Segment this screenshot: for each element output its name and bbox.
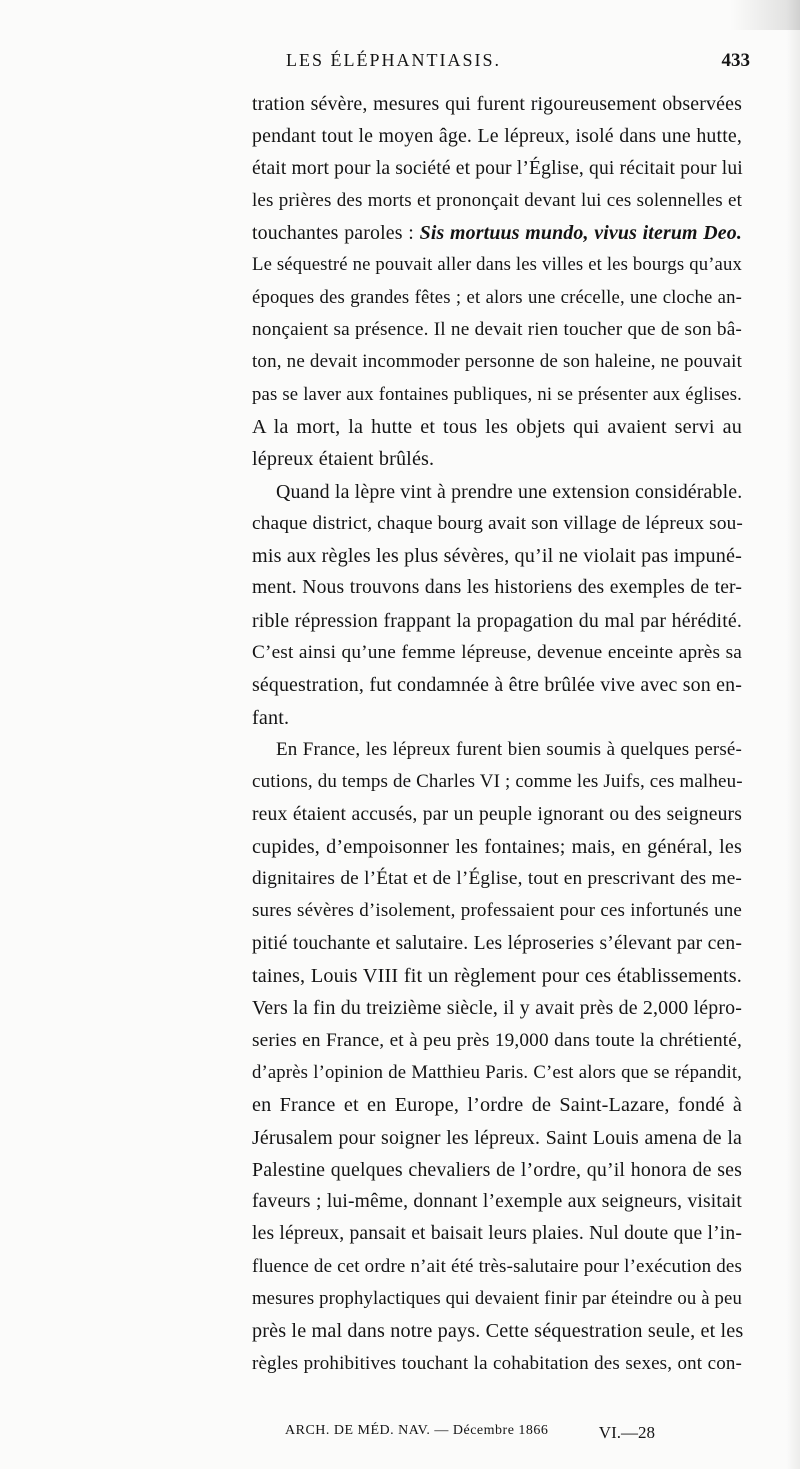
page-corner-shade — [730, 0, 800, 30]
text-line: fluence de cet ordre n’ait été très-salutaire pour l’exécution des — [252, 1255, 742, 1277]
text-line: reux étaient accusés, par un peuple ignorant ou des seigneurs — [252, 803, 742, 825]
text-line: cutions, du temps de Charles VI ; comme les Juifs, ces malheu- — [252, 771, 743, 793]
text-line: pitié touchante et salutaire. Les léproseries s’élevant par cen- — [252, 932, 742, 954]
footer-signature-mark: VI.—28 — [598, 1423, 655, 1442]
text-line: pas se laver aux fontaines publiques, ni se présenter aux églises. — [252, 383, 742, 405]
text-line: était mort pour la société et pour l’Église, qui récitait pour lui — [252, 157, 743, 179]
text-line: cupides, d’empoisonner les fontaines; mais, en général, les — [252, 835, 742, 858]
text-line: en France et en Europe, l’ordre de Saint-Lazare, fondé à — [252, 1094, 742, 1117]
text-line: d’après l’opinion de Matthieu Paris. C’est alors que se répandit, — [252, 1061, 742, 1083]
text-line: faveurs ; lui-même, donnant l’exemple aux seigneurs, visitait — [252, 1191, 742, 1213]
text-line: règles prohibitives touchant la cohabitation des sexes, ont con- — [252, 1352, 742, 1374]
text-line: près le mal dans notre pays. Cette séquestration seule, et les — [252, 1320, 744, 1343]
text-line: nonçaient sa présence. Il ne devait rien toucher que de son bâ- — [252, 319, 742, 341]
latin-phrase: Sis mortuus mundo, vivus iterum Deo. — [419, 222, 743, 245]
text-line: En France, les lépreux furent bien soumis à quelques persé- — [276, 738, 742, 760]
body-text — [252, 88, 742, 1380]
footer-journal-reference: ARCH. DE MÉD. NAV. — Décembre 1866 — [285, 1423, 549, 1438]
text-line: Vers la fin du treizième siècle, il y avait près de 2,000 lépro- — [252, 997, 742, 1020]
running-title: LES ÉLÉPHANTIASIS. — [286, 50, 501, 70]
text-line: Jérusalem pour soigner les lépreux. Saint Louis amena de la — [252, 1126, 742, 1149]
page-header — [250, 50, 750, 80]
text-line: chaque district, chaque bourg avait son village de lépreux sou- — [252, 512, 743, 534]
text-line: les lépreux, pansait et baisait leurs plaies. Nul doute que l’in- — [252, 1223, 742, 1245]
text-line: ment. Nous trouvons dans les historiens des exemples de ter- — [252, 577, 742, 599]
text-line: taines, Louis VIII fit un règlement pour ces établissements. — [252, 965, 742, 988]
text-line: C’est ainsi qu’une femme lépreuse, devenue enceinte après sa — [252, 642, 742, 664]
text-line: Palestine quelques chevaliers de l’ordre, qu’il honora de ses — [252, 1158, 742, 1181]
page-edge-shadow — [786, 0, 800, 1469]
text-line: Le séquestré ne pouvait aller dans les villes et les bourgs qu’aux — [252, 254, 742, 276]
text-line: lépreux étaient brûlés. — [252, 448, 435, 471]
text-line: touchantes paroles : Sis mortuus mundo, vivus iterum Deo. — [252, 222, 743, 245]
text-line: pendant tout le moyen âge. Le lépreux, isolé dans une hutte, — [252, 125, 742, 148]
text-line: A la mort, la hutte et tous les objets qui avaient servi au — [252, 415, 742, 438]
text-line: mis aux règles les plus sévères, qu’il ne violait pas impuné- — [252, 545, 742, 568]
text-line: séquestration, fut condamnée à être brûlée vive avec son en- — [252, 674, 742, 697]
text-line: mesures prophylactiques qui devaient finir par éteindre ou à peu — [252, 1287, 742, 1309]
page-footer — [285, 1423, 655, 1449]
text-line: les prières des morts et prononçait devant lui ces solennelles et — [252, 189, 742, 211]
text-line: rible répression frappant la propagation du mal par hérédité. — [252, 609, 742, 632]
text-line: époques des grandes fêtes ; et alors une crécelle, une cloche an- — [252, 286, 742, 308]
text-line: dignitaires de l’État et de l’Église, tout en prescrivant des me- — [252, 868, 742, 890]
text-line: tration sévère, mesures qui furent rigoureusement observées — [252, 93, 742, 115]
text-line: fant. — [252, 706, 290, 729]
text-line: Quand la lèpre vint à prendre une extension considérable. — [276, 480, 743, 503]
text-line: sures sévères d’isolement, professaient pour ces infortunés une — [252, 900, 742, 922]
page-number: 433 — [721, 50, 750, 71]
text-line: ton, ne devait incommoder personne de son haleine, ne pouvait — [252, 351, 742, 373]
text-line: series en France, et à peu près 19,000 dans toute la chrétienté, — [252, 1029, 742, 1051]
